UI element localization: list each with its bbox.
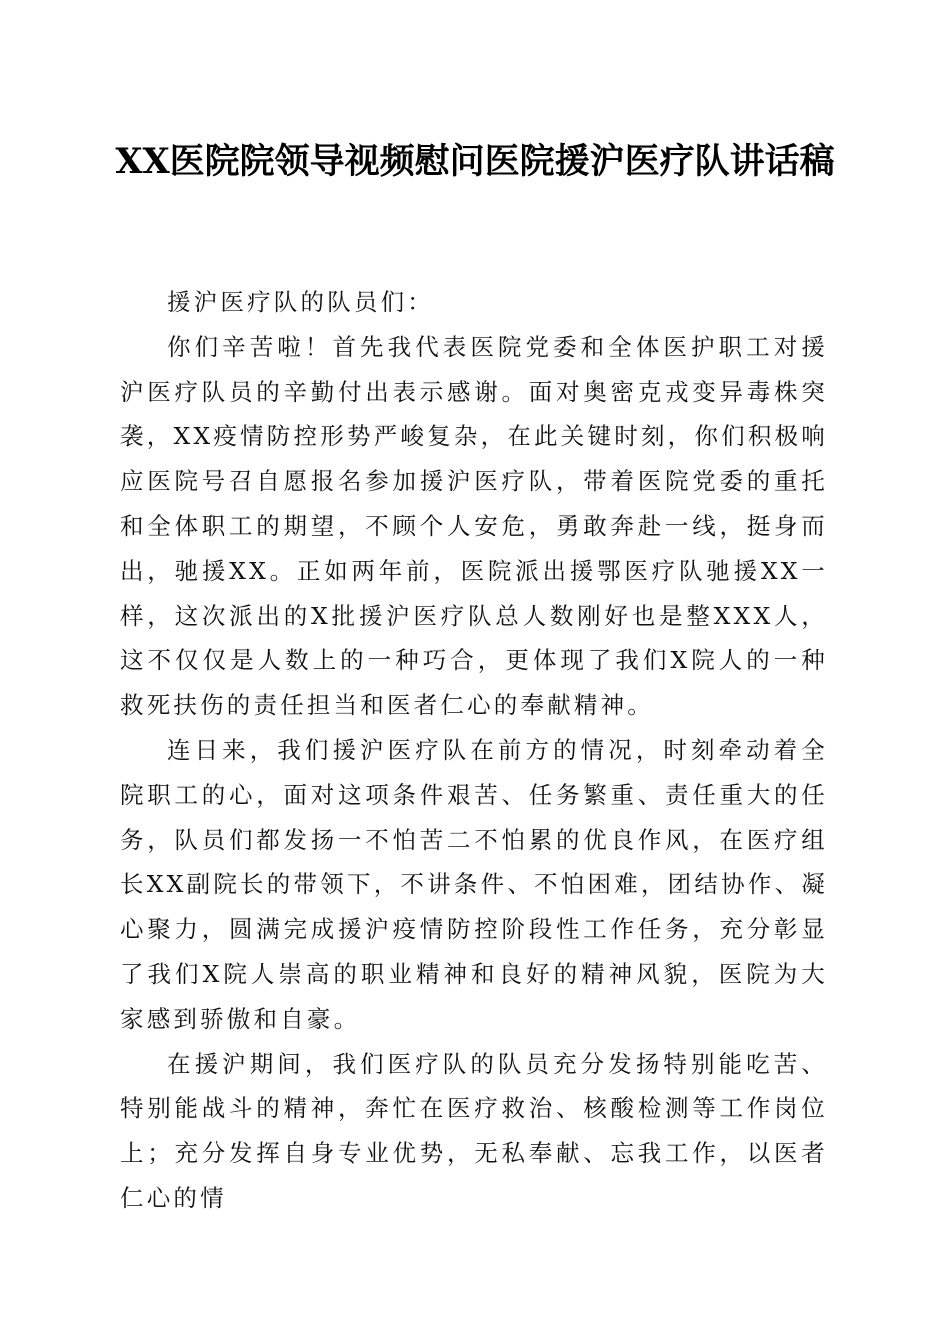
- paragraph-1: 你们辛苦啦！首先我代表医院党委和全体医护职工对援沪医疗队员的辛勤付出表示感谢。面对奥密克戎变异毒株突袭，XX疫情防控形势严峻复杂，在此关键时刻，你们积极响应医院号召自愿报名参加援沪医疗队，带着医院党委的重托和全体职工的期望，不顾个人安危，勇敢奔赴一线，挺身而出，驰援XX。正如两年前，医院派出援鄂医疗队驰援XX一样，这次派出的X批援沪医疗队总人数刚好也是整XXX人，这不仅仅是人数上的一种巧合，更体现了我们X院人的一种救死扶伤的责任担当和医者仁心的奉献精神。: [120, 332, 828, 720]
- salutation: 援沪医疗队的队员们：: [167, 288, 434, 316]
- document-title: XX医院院领导视频慰问医院援沪医疗队讲话稿: [115, 141, 835, 182]
- document-body: [120, 280, 828, 1221]
- paragraph-3: 在援沪期间，我们医疗队的队员充分发扬特别能吃苦、特别能战斗的精神，奔忙在医疗救治、核酸检测等工作岗位上；充分发挥自身专业优势，无私奉献、忘我工作，以医者仁心的情: [120, 1049, 828, 1212]
- paragraph-2: 连日来，我们援沪医疗队在前方的情况，时刻牵动着全院职工的心，面对这项条件艰苦、任务繁重、责任重大的任务，队员们都发扬一不怕苦二不怕累的优良作风，在医疗组长XX副院长的带领下，不讲条件、不怕困难，团结协作、凝心聚力，圆满完成援沪疫情防控阶段性工作任务，充分彰显了我们X院人崇高的职业精神和良好的精神风貌，医院为大家感到骄傲和自豪。: [120, 735, 828, 1033]
